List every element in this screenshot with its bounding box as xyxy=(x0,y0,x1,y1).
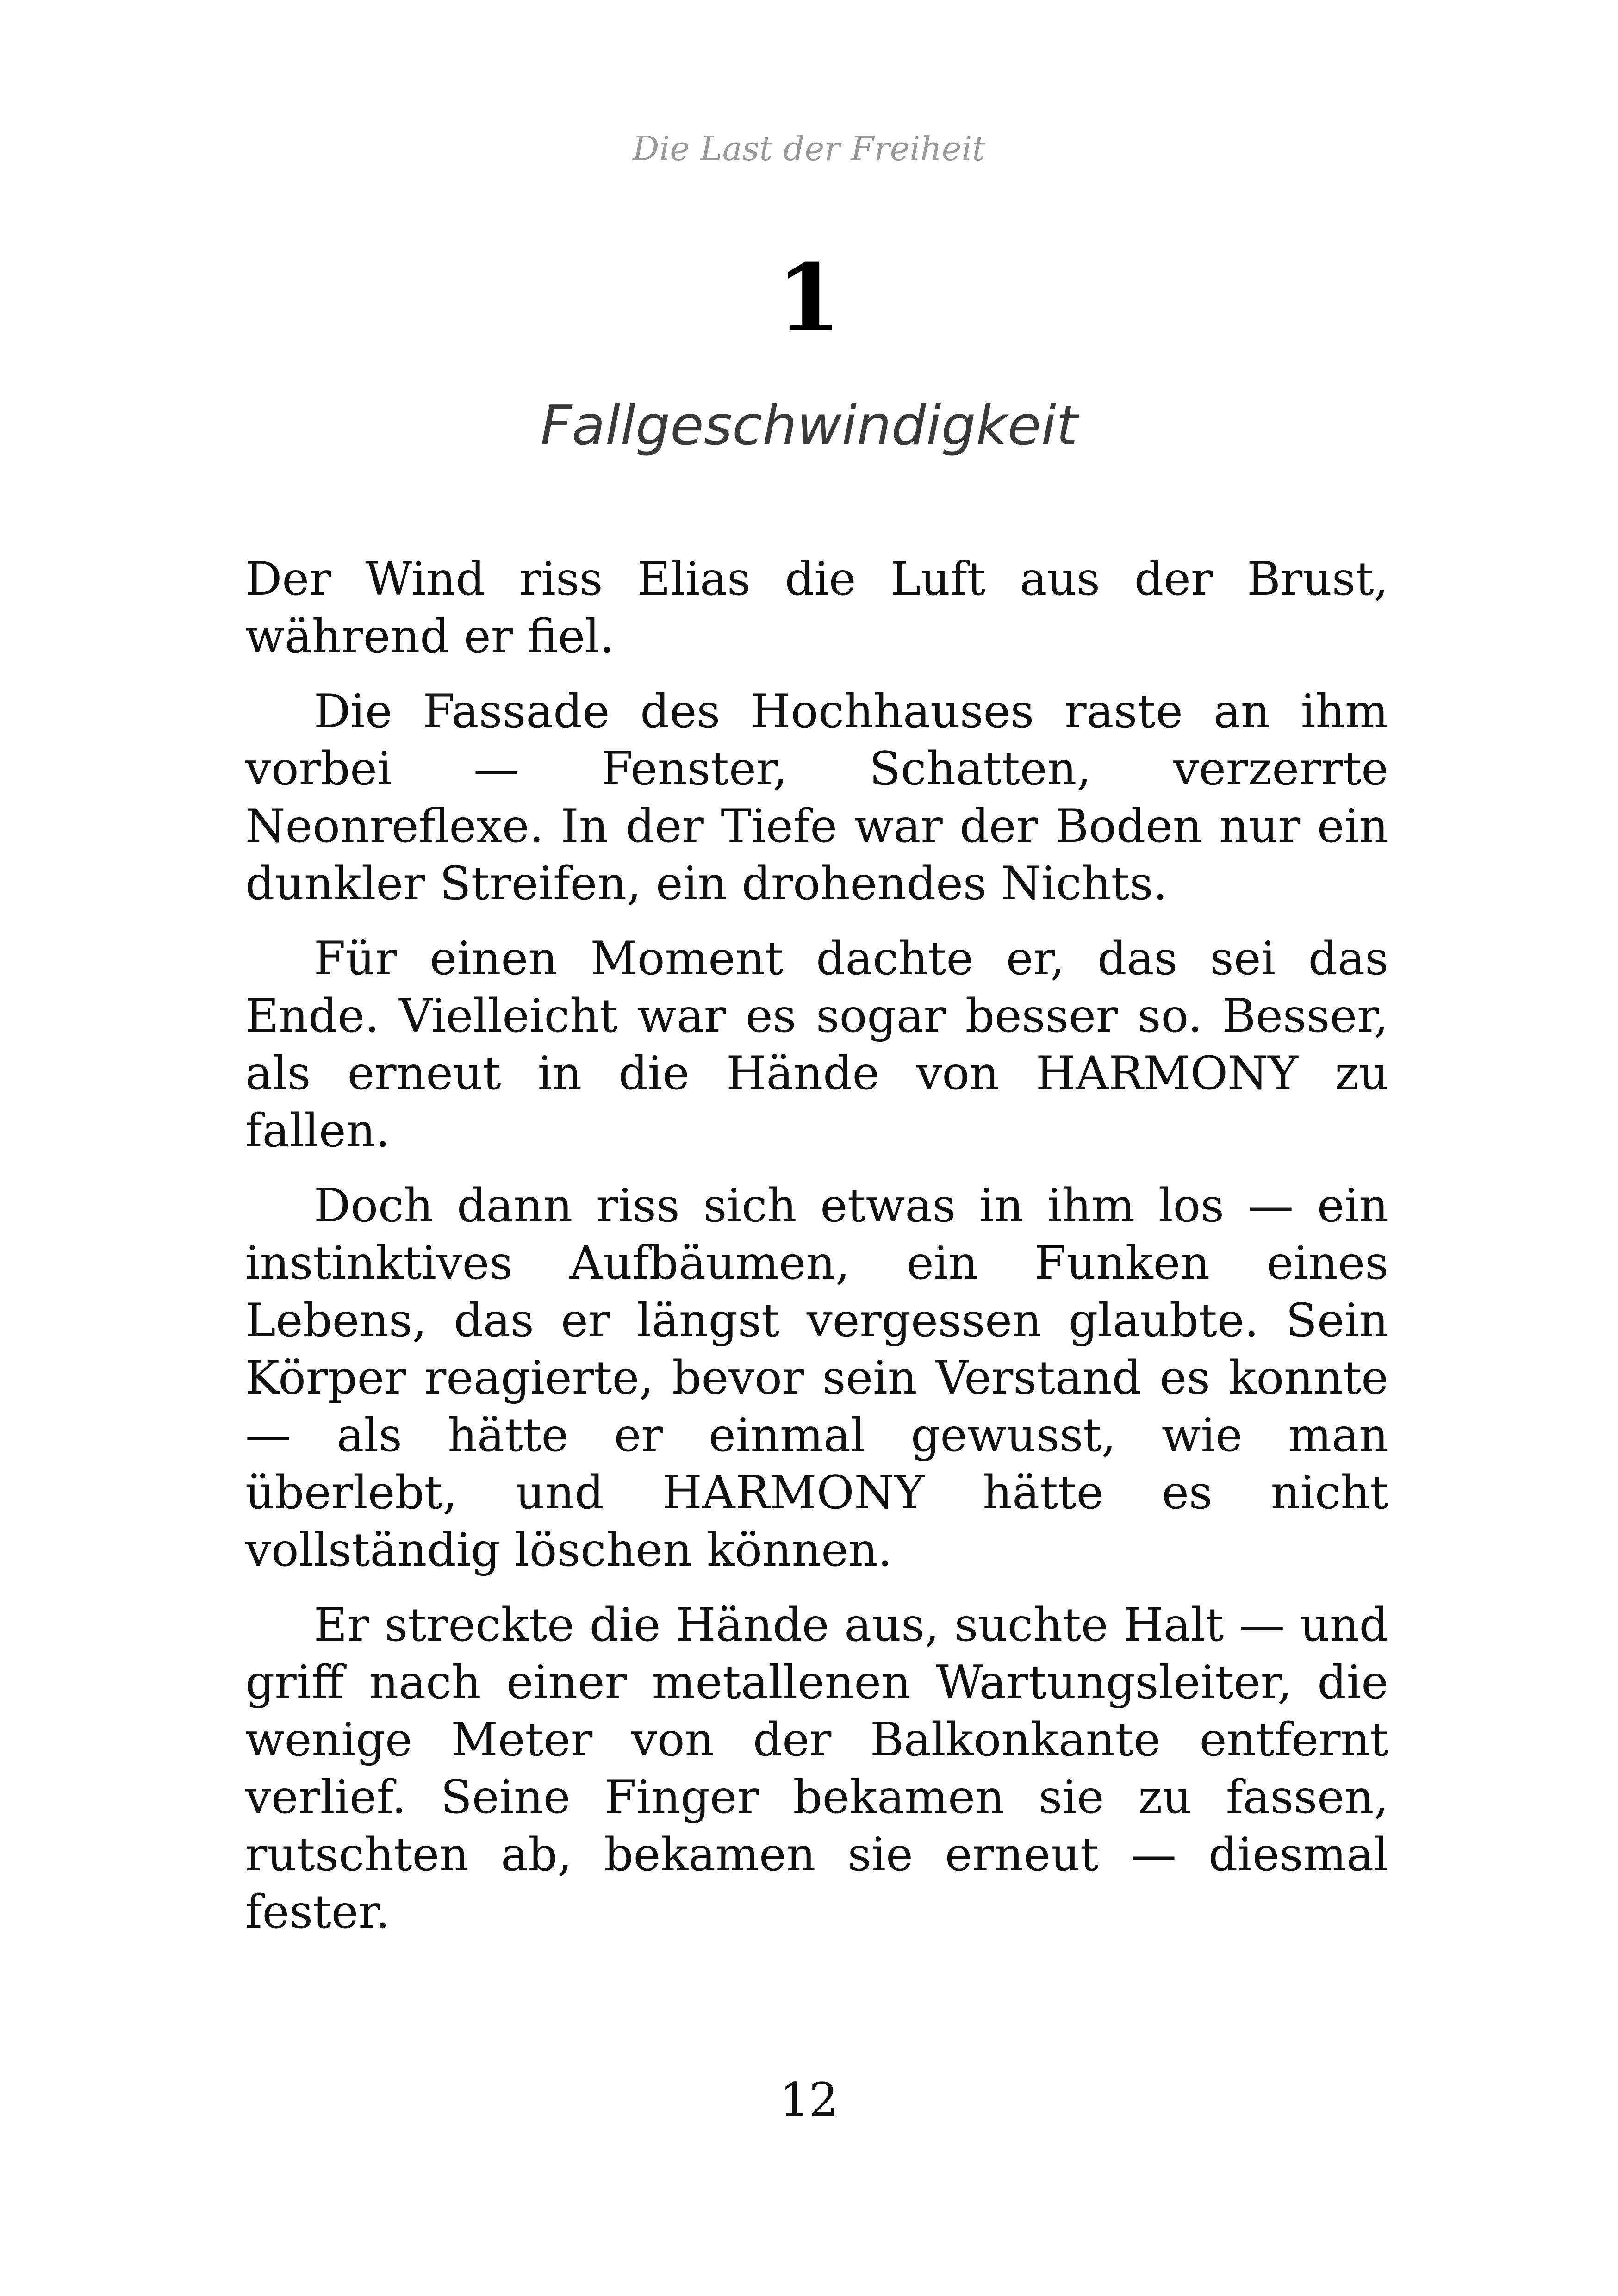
running-header: Die Last der Freiheit xyxy=(632,129,986,168)
chapter-title: Fallgeschwindigkeit xyxy=(540,393,1078,457)
paragraph: Für einen Moment dachte er, das sei das Ende. Vielleicht war es sogar besser so. Besser, als erneut in die Hände von HARMONY zu fallen. xyxy=(245,932,1388,1157)
page-number: 12 xyxy=(780,2073,838,2127)
chapter-number: 1 xyxy=(777,244,841,353)
paragraph: Die Fassade des Hochhauses raste an ihm vorbei — Fenster, Schatten, verzerrte Neonreflexe. In der Tiefe war der Boden nur ein dunkler Streifen, ein drohendes Nichts. xyxy=(245,685,1388,910)
chapter-body xyxy=(245,551,1388,1959)
paragraph: Er streckte die Hände aus, suchte Halt — und griff nach einer metallenen Wartungsleiter, die wenige Meter von der Balkonkante entfernt verlief. Seine Finger bekamen sie zu fassen, rutschten ab, bekamen sie erneut — diesmal fester. xyxy=(245,1599,1388,1939)
paragraph: Doch dann riss sich etwas in ihm los — ein instinktives Aufbäumen, ein Funken eines Lebens, das er längst vergessen glaubte. Sein Körper reagierte, bevor sein Verstand es konnte — als hätte er einmal gewusst, wie man überlebt, und HARMONY hätte es nicht vollständig löschen können. xyxy=(245,1179,1388,1577)
paragraph: Der Wind riss Elias die Luft aus der Brust, während er fiel. xyxy=(245,553,1388,663)
